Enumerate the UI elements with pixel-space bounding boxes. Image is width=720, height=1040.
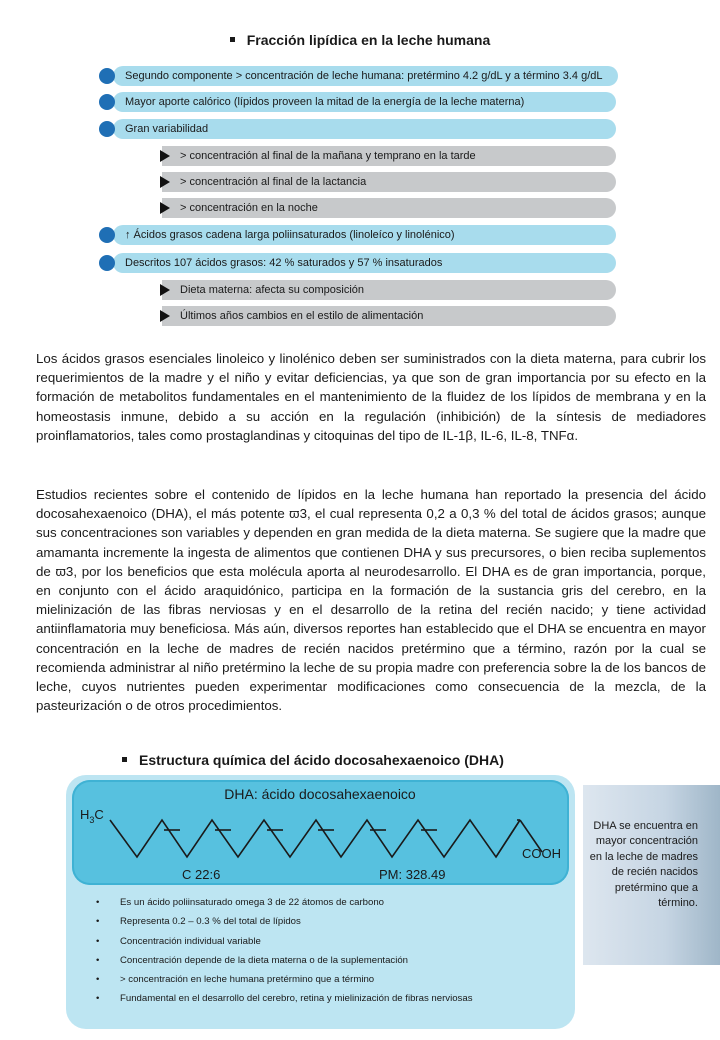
side-note-box: [583, 785, 720, 965]
section-title-lipid-fraction: [0, 32, 720, 48]
section-title-dha-structure: [122, 752, 504, 768]
methyl-group-label: $H_3C$: [80, 807, 104, 825]
paragraph-essential-fatty-acids: Los ácidos grasos esenciales linoleico y linolénico deben ser suministrados con la dieta materna, para cubrir los requerimientos de la madre y el niño y evitar deficiencias, ya que son de gran importancia por su efecto en la formación de metabolitos fundamentales en el mantenimiento de la fluidez de los lípidos de membrana y en la homeostasis inmune, debido a su acción en la regulación (inhibición) de la síntesis de mediadores proinflamatorios, tales como prostaglandinas y citoquinas del tipo de IL-1β, IL-6, IL-8, TNFα.: [36, 351, 706, 443]
molecule-name: DHA: ácido docosahexaenoico: [224, 786, 416, 802]
lipid-subitem-5: Últimos años cambios en el estilo de alimentación: [162, 306, 616, 326]
square-bullet-icon: [230, 37, 235, 42]
section-title-text: Estructura química del ácido docosahexaenoico (DHA): [139, 752, 504, 768]
blue-circle-icon: [99, 94, 115, 110]
triangle-bullet-icon: [160, 176, 170, 188]
lipid-item-1: Segundo componente > concentración de leche humana: pretérmino 4.2 g/dL y a término 3.4 g/dL: [113, 66, 618, 86]
triangle-bullet-icon: [160, 310, 170, 322]
blue-circle-icon: [99, 68, 115, 84]
list-item: • Concentración depende de la dieta materna o de la suplementación: [90, 951, 570, 970]
lipid-item-2: Mayor aporte calórico (lípidos proveen la mitad de la energía de la leche materna): [113, 92, 616, 112]
blue-circle-icon: [99, 255, 115, 271]
section-title-text: Fracción lipídica en la leche humana: [246, 32, 491, 48]
blue-circle-icon: [99, 121, 115, 137]
triangle-bullet-icon: [160, 284, 170, 296]
list-item: • Representa 0.2 – 0.3 % del total de lípidos: [90, 912, 570, 931]
lipid-subitem-1: > concentración al final de la mañana y temprano en la tarde: [162, 146, 616, 166]
side-note-text: DHA se encuentra en mayor concentración en la leche de madres de recién nacidos pretérmino que a término.: [589, 820, 698, 910]
list-item: • Es un ácido poliinsaturado omega 3 de 22 átomos de carbono: [90, 893, 570, 912]
molecule-formula: C 22:6: [182, 867, 221, 882]
lipid-subitem-4: Dieta materna: afecta su composición: [162, 280, 616, 300]
list-item: • Concentración individual variable: [90, 932, 570, 951]
list-item: • Fundamental en el desarrollo del cerebro, retina y mielinización de fibras nerviosas: [90, 989, 570, 1008]
triangle-bullet-icon: [160, 150, 170, 162]
dha-structure-diagram: [72, 780, 569, 885]
carboxyl-group-label: COOH: [522, 846, 561, 861]
blue-circle-icon: [99, 227, 115, 243]
lipid-item-3: Gran variabilidad: [113, 119, 616, 139]
molecular-weight: PM: 328.49: [379, 867, 446, 882]
triangle-bullet-icon: [160, 202, 170, 214]
paragraph-dha-studies: Estudios recientes sobre el contenido de lípidos en la leche humana han reportado la presencia del ácido docosahexaenoico (DHA), el más potente ϖ3, el cual representa 0,2 a 0,3 % del total de ácidos grasos; aunque sus concentraciones son variables y dependen en gran medida de la dieta materna. Se sugiere que la madre que amamanta incremente la ingesta de alimentos que contienen DHA y sus precursores, o bien reciba suplementos de ϖ3, por los beneficios que esta molécula aporta al neurodesarrollo. El DHA es de gran importancia, porque, en conjunto con el ácido araquidónico, participa en la formación de la sustancia gris del cerebro, en la mielinización de las fibras nerviosas y en el desarrollo de la retina del recién nacido; y tiene actividad antiinflamatoria muy beneficiosa. Más aún, diversos reportes han establecido que el DHA se encuentra en mayor concentración en la leche de madres de recién nacidos pretérmino que a término, razón por la cual se recomienda administrar al niño pretérmino la leche de su propia madre con preferencia sobre la de los bancos de leche, cuyos nutrientes pueden experimentar modificaciones como consecuencia de la mezcla, de la pasteurización o de otros procedimientos.: [36, 487, 706, 714]
lipid-subitem-2: > concentración al final de la lactancia: [162, 172, 616, 192]
lipid-item-5: Descritos 107 ácidos grasos: 42 % saturados y 57 % insaturados: [113, 253, 616, 273]
lipid-subitem-3: > concentración en la noche: [162, 198, 616, 218]
lipid-item-4: ↑ Ácidos grasos cadena larga poliinsaturados (linoleíco y linolénico): [113, 225, 616, 245]
carbon-chain: [110, 820, 520, 857]
list-item: • > concentración en leche humana pretérmino que a término: [90, 970, 570, 989]
dha-facts-list: [90, 893, 570, 1009]
square-bullet-icon: [122, 757, 127, 762]
